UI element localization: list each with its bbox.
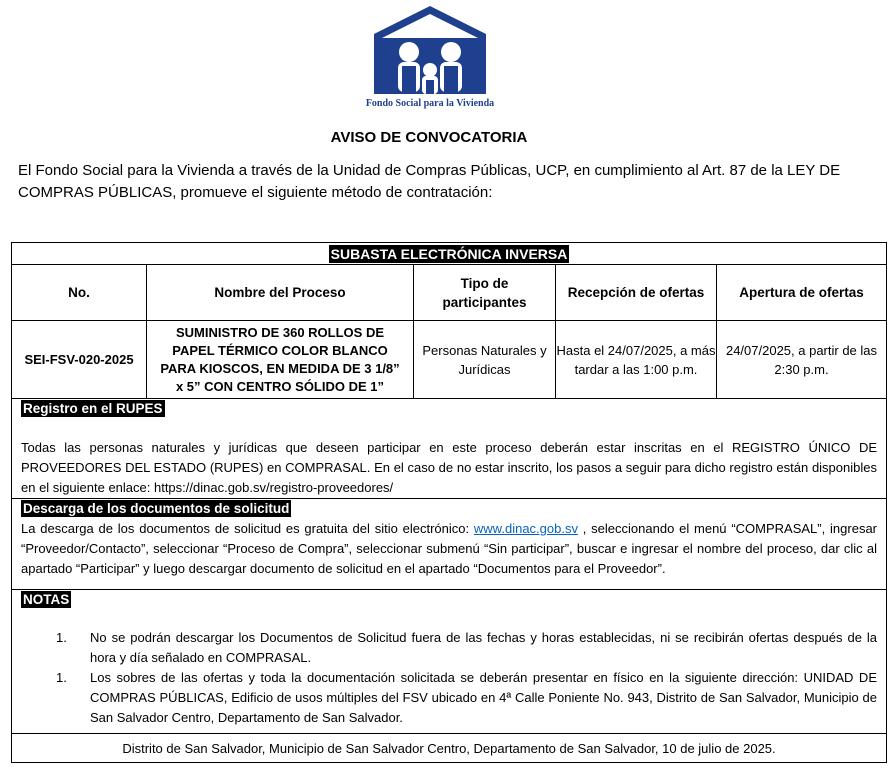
notes-list [12, 628, 886, 728]
house-family-logo-icon [360, 4, 500, 100]
header-reception: Recepción de ofertas [556, 265, 717, 321]
reception-date: Hasta el 24/07/2025, a más tardar a las 1:00 p.m. [556, 321, 717, 399]
table-title: SUBASTA ELECTRÓNICA INVERSA [330, 245, 568, 262]
rupes-section [12, 399, 887, 499]
note-text: Los sobres de las ofertas y toda la documentación solicitada se deberán presentar en físico en la siguiente dirección: UNIDAD DE COMPRAS PÚBLICAS, Edificio de usos múltiples del FSV ubicado en 4ª Calle Poniente No. 943, Distrito de San Salvador, Municipio de San Salvador Centro, Departamento de San Salvador. [90, 670, 877, 725]
dinac-link[interactable]: www.dinac.gob.sv [473, 521, 578, 536]
opening-date: 24/07/2025, a partir de las 2:30 p.m. [717, 321, 887, 399]
download-text: La descarga de los documentos de solicitud es gratuita del sitio electrónico: www.dinac.gob.sv , seleccionando el menú “COMPRASAL”, ingresar “Proveedor/Contacto”, seleccionar “Proceso de Compra”, seleccionar submenú “Sin participar”, buscar e ingresar el nombre del proceso, dar clic al apartado “Participar” y luego descargar documento de solicitud en el apartado “Documentos para el Proveedor”. [21, 521, 877, 576]
process-number: SEI-FSV-020-2025 [12, 321, 147, 399]
download-label: Descarga de los documentos de solicitud [23, 501, 290, 516]
header-participant-type: Tipo de participantes [414, 265, 556, 321]
notes-label: NOTAS [23, 592, 70, 607]
rupes-text: Todas las personas naturales y jurídicas que deseen participar en este proceso deberán estar inscritas en el REGISTRO ÚNICO DE PROVEEDORES DEL ESTADO (RUPES) en COMPRASAL. En el caso de no estar inscrito, los pasos a seguir para dicho registro están disponibles en el siguiente enlace: https://dinac.gob.sv/registro-proveedores/ [21, 440, 877, 495]
notes-section [12, 590, 887, 734]
rupes-label: Registro en el RUPES [23, 401, 163, 416]
note-text: No se podrán descargar los Documentos de Solicitud fuera de las fechas y horas establecidas, ni se recibirán ofertas después de la hora y día señalado en COMPRASAL. [90, 630, 877, 665]
participant-type: Personas Naturales y Jurídicas [414, 321, 556, 399]
header-process-name: Nombre del Proceso [147, 265, 414, 321]
intro-paragraph: El Fondo Social para la Vivienda a través de la Unidad de Compras Públicas, UCP, en cumplimiento al Art. 87 de la LEY DE COMPRAS PÚBLICAS, promueve el siguiente método de contratación: [18, 162, 841, 201]
table-row [12, 321, 887, 399]
page-title: AVISO DE CONVOCATORIA [330, 129, 528, 146]
download-section [12, 499, 887, 590]
footer-location-date: Distrito de San Salvador, Municipio de San Salvador Centro, Departamento de San Salvador, 10 de julio de 2025. [12, 734, 887, 763]
note-number: 1. [56, 630, 67, 645]
logo-caption: Fondo Social para la Vivienda [365, 98, 495, 109]
list-item [12, 628, 886, 668]
note-number: 1. [56, 670, 67, 685]
header-opening: Apertura de ofertas [717, 265, 887, 321]
process-name: SUMINISTRO DE 360 ROLLOS DE PAPEL TÉRMICO COLOR BLANCO PARA KIOSCOS, EN MEDIDA DE 3 1/8” x 5” CON CENTRO SÓLIDO DE 1” [147, 321, 414, 399]
header-no: No. [12, 265, 147, 321]
convocatoria-table [11, 242, 887, 763]
list-item [12, 668, 886, 728]
fsv-logo [360, 4, 500, 112]
table-title-cell [12, 243, 887, 265]
